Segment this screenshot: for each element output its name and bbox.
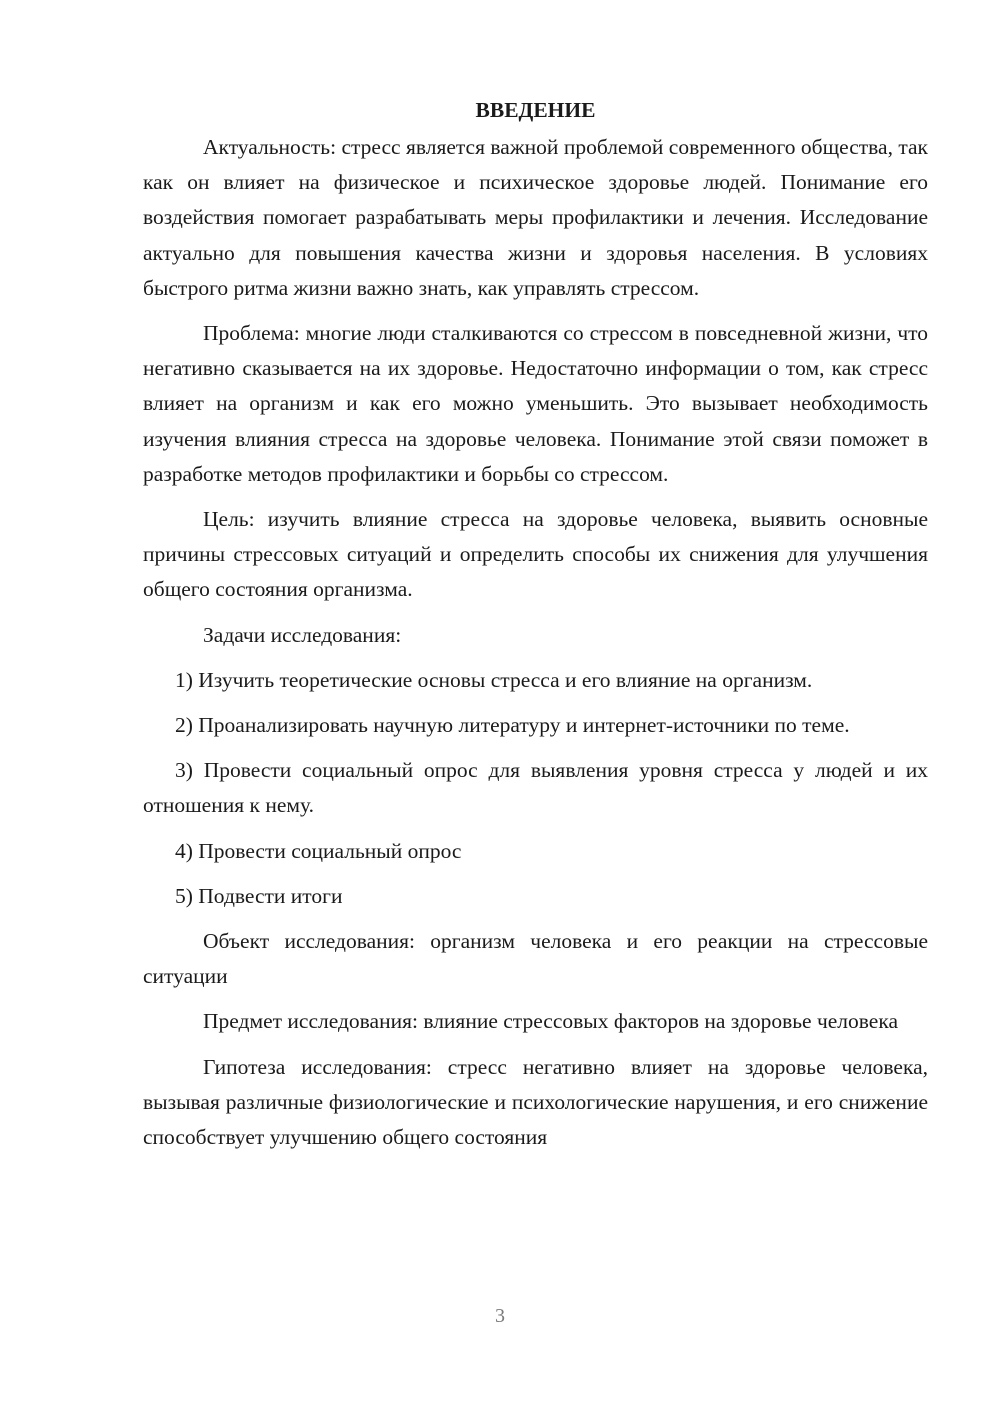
problem-paragraph: Проблема: многие люди сталкиваются со стрессом в повседневной жизни, что негативно сказывается на их здоровье. Недостаточно информации о том, как стресс влияет на организм и как его можно уменьшить. Это вызывает необходимость изучения влияния стресса на здоровье человека. Понимание этой связи поможет в разработке методов профилактики и борьбы со стрессом. [143, 321, 928, 486]
object-paragraph: Объект исследования: организм человека и его реакции на стрессовые ситуации [143, 929, 928, 989]
tasks-title: Задачи исследования: [203, 622, 402, 647]
task-item: 1) Изучить теоретические основы стресса и его влияние на организм. [175, 667, 813, 692]
relevance-paragraph: Актуальность: стресс является важной проблемой современного общества, так как он влияет на физическое и психическое здоровье людей. Понимание его воздействия помогает разрабатывать меры профилактики и лечения. Исследование актуально для повышения качества жизни и здоровья населения. В условиях быстрого ритма жизни важно знать, как управлять стрессом. [143, 135, 928, 300]
page-number: 3 [495, 1305, 505, 1327]
section-heading: ВВЕДЕНИЕ [475, 98, 596, 122]
subject-paragraph: Предмет исследования: влияние стрессовых факторов на здоровье человека [203, 1009, 899, 1034]
task-item: 5) Подвести итоги [175, 883, 343, 908]
goal-paragraph: Цель: изучить влияние стресса на здоровье человека, выявить основные причины стрессовых ситуаций и определить способы их снижения для улучшения общего состояния организма. [143, 507, 928, 602]
tasks-list [143, 663, 928, 914]
task-item: 3) Провести социальный опрос для выявления уровня стресса у людей и их отношения к нему. [143, 758, 928, 818]
page-content [143, 93, 928, 1155]
task-item: 4) Провести социальный опрос [175, 838, 462, 863]
hypothesis-paragraph: Гипотеза исследования: стресс негативно влияет на здоровье человека, вызывая различные физиологические и психологические нарушения, и его снижение способствует улучшению общего состояния [143, 1054, 928, 1150]
task-item: 2) Проанализировать научную литературу и интернет-источники по теме. [175, 713, 850, 738]
